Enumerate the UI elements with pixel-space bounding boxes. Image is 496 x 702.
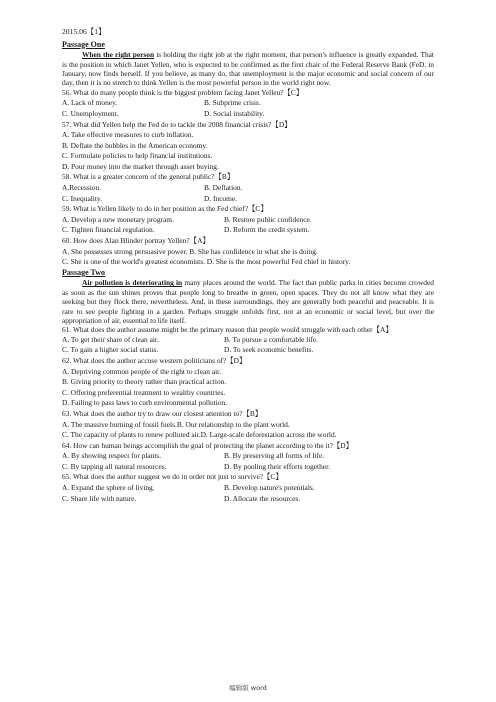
question-56-options-cd xyxy=(62,109,434,120)
question-63-options-cd: C. The capacity of plants to renew polluted air.D. Large-scale deforestation across the world. xyxy=(62,430,337,440)
option: D. Social instability. xyxy=(204,108,265,118)
option: A. Lack of money. xyxy=(62,98,118,108)
passage-two-heading: Passage Two xyxy=(62,267,106,277)
passage-two-body: many places around the world. The fact that public parks in cities become crowded as soon as the sun shines proves that people long to breathe in green, open spaces. They do not all know what they are seeking but they flock there, nevertheless. And, in these surroundings, they are generally both peaceful and peaceable. It is rare to see people fighting in a garden. Perhaps struggle unfolds first, not at an economic or social level, but over the appropriation of air, essential to life itself. xyxy=(62,278,434,325)
option: C. By tapping all natural resources. xyxy=(62,461,167,471)
document-date: 2015.06【1】 xyxy=(62,27,106,36)
option: A. Expand the sphere of living. xyxy=(62,483,155,493)
passage-one-heading: Passage One xyxy=(62,39,105,49)
option: D. Reform the credit system. xyxy=(224,225,310,235)
option: C. Formulate policies to help financial institutions. xyxy=(62,151,213,161)
option: B. Giving priority to theory rather than practical action. xyxy=(62,377,227,387)
question-59-options-ab xyxy=(62,215,434,226)
passage-one-lead: When the right person xyxy=(82,50,155,60)
option: B. Restore public confidence. xyxy=(224,214,312,224)
question-63: 63. What does the author try to draw our closest attention to?【B】 xyxy=(62,408,263,418)
question-60: 60. How does Alan Blinder portray Yellen?【A】 xyxy=(62,236,210,246)
option: C. Unemployment. xyxy=(62,108,119,118)
question-56: 56. What do many people think is the biggest problem facing Janet Yellen?【C】 xyxy=(62,87,304,97)
question-63-options-ab: A. The massive burning of fossil fuels.B. Our relationship to the plant world. xyxy=(62,419,290,429)
question-65: 65. What does the author suggest we do in order not just to survive?【C】 xyxy=(62,472,283,482)
document-page xyxy=(62,27,434,504)
option: A. By showing respect for plants. xyxy=(62,451,162,461)
option: A.Recession. xyxy=(62,183,101,193)
passage-one-body: is holding the right job at the right moment, that person's influence is greatly expanded. That is the position in which Janet Yellen, who is expected to be confirmed as the first chair of the Federal Reserve Bank (FeD. in January, now finds herself. If you believe, as many do, that unemployment is the major economic and social concern of our day, then it is no stretch to think Yellen is the most powerful person in the world right now. xyxy=(62,50,434,88)
option: B. Develop nature's potentials. xyxy=(224,483,315,493)
question-61-options-ab xyxy=(62,335,434,346)
question-59-options-cd xyxy=(62,225,434,236)
option: B. Deflate the bubbles in the American economy. xyxy=(62,140,208,150)
question-65-options-ab xyxy=(62,483,434,494)
question-60-options-cd: C. She is one of the world's greatest economists. D. She is the most powerful Fed chief in history. xyxy=(62,257,351,267)
question-58: 58. What is a greater concern of the general public?【B】 xyxy=(62,172,235,182)
option: B. To pursue a comfortable life. xyxy=(224,334,318,344)
option: B. Deflation. xyxy=(204,183,243,193)
option: B. Subprime crisis. xyxy=(204,98,261,108)
question-65-options-cd xyxy=(62,494,434,505)
question-62: 62. What does the author accuse western politicians of?【D】 xyxy=(62,355,247,365)
question-59: 59. What is Yellen likely to do in her position as the Fed chief?【C】 xyxy=(62,204,268,214)
passage-two-paragraph xyxy=(62,278,434,325)
option: A. Take effective measures to curb inflation. xyxy=(62,130,194,140)
option: D. Pour money into the market through asset buying. xyxy=(62,161,219,171)
question-61: 61. What does the author assume might be the primary reason that people would struggle with each other【A】 xyxy=(62,325,393,335)
question-64-options-cd xyxy=(62,462,434,473)
option: D. To seek economic benefits. xyxy=(224,345,314,355)
option: D. Failing to pass laws to curb environmental pollution. xyxy=(62,398,228,408)
option: D. Allocate the resources. xyxy=(224,493,301,503)
option: C. Share life with nature. xyxy=(62,493,137,503)
question-58-options-cd xyxy=(62,194,434,205)
question-56-options-ab xyxy=(62,98,434,109)
question-57: 57. What did Yellen help the Fed do to tackle the 2008 financial crisis?【D】 xyxy=(62,119,292,129)
option: A. To get their share of clean air. xyxy=(62,334,159,344)
option: A. Depriving common people of the right to clean air. xyxy=(62,366,222,376)
passage-two-lead: Air pollution is deteriorating in xyxy=(82,278,183,288)
option: C. Tighten financial regulation. xyxy=(62,225,155,235)
option: C. Offering preferential treatment to wealthy countries. xyxy=(62,387,226,397)
question-64-options-ab xyxy=(62,451,434,462)
option: D. Income. xyxy=(204,193,238,203)
passage-one-paragraph xyxy=(62,50,434,88)
option: C. To gain a higher social status. xyxy=(62,345,159,355)
page-footer: 编辑版 word xyxy=(229,684,267,692)
option: D. By pooling their efforts together. xyxy=(224,461,330,471)
question-58-options-ab xyxy=(62,183,434,194)
question-60-options-ab: A. She possesses strong persuasive power. B. She has confidence in what she is doing. xyxy=(62,246,318,256)
option: A. Develop a new monetary program. xyxy=(62,214,174,224)
question-61-options-cd xyxy=(62,345,434,356)
question-64: 64. How can human beings accomplish the goal of protecting the planet according to the it?【D】 xyxy=(62,440,354,450)
option: B. By preserving all forms of life. xyxy=(224,451,325,461)
option: C. Inequality. xyxy=(62,193,102,203)
